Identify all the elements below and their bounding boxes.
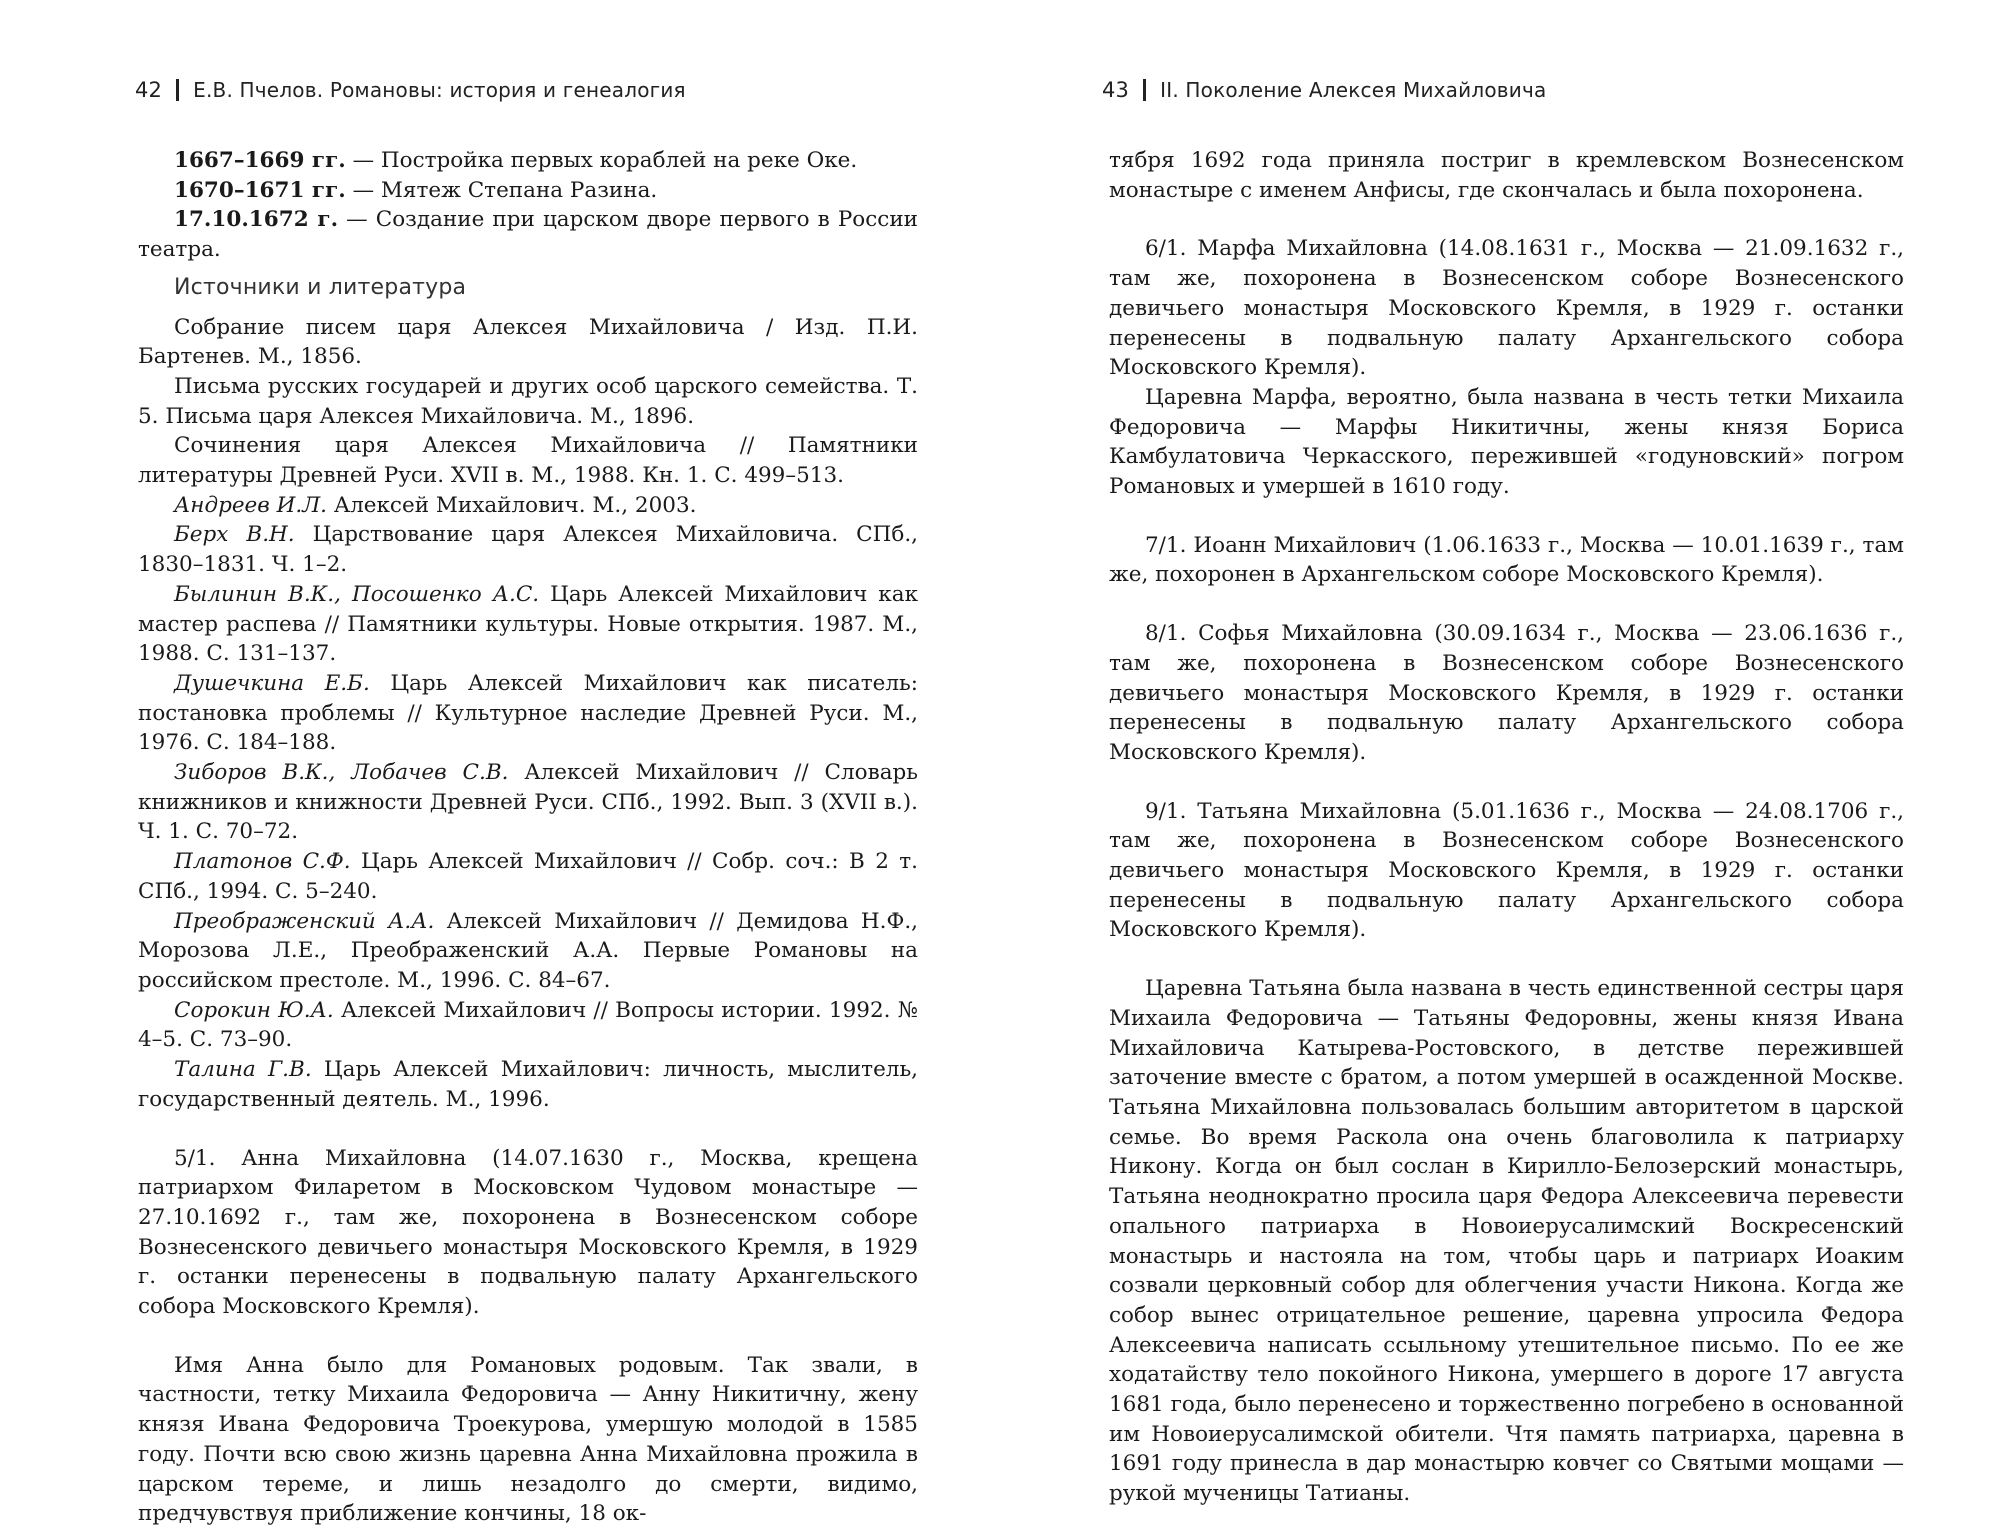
source-item	[138, 520, 918, 579]
source-text: Царствование царя Алексея Михайловича. СПб., 1830–1831. Ч. 1–2.	[138, 522, 918, 578]
spacer	[1109, 502, 1904, 531]
source-item	[138, 313, 918, 372]
source-author: Душечкина Е.Б.	[174, 670, 370, 696]
chronology-text: — Мятеж Степана Разина.	[345, 177, 658, 203]
running-head-right	[1102, 78, 1546, 102]
source-text: Алексей Михайлович // Вопросы истории. 1992. № 4–5. С. 73–90.	[138, 997, 918, 1053]
left-page-body	[138, 146, 918, 1529]
source-item	[138, 907, 918, 996]
chronology-item	[138, 205, 918, 264]
chronology-item	[138, 146, 918, 176]
source-author: Берх В.Н.	[174, 522, 295, 548]
running-head-title-left: Е.В. Пчелов. Романовы: история и генеалогия	[193, 78, 686, 102]
source-item	[138, 669, 918, 758]
spacer	[1109, 590, 1904, 619]
running-head-title-right: II. Поколение Алексея Михайловича	[1160, 78, 1547, 102]
chronology-date: 1670–1671 гг.	[174, 177, 346, 203]
chronology-list	[138, 146, 918, 265]
right-page-body	[1109, 146, 1904, 1509]
spacer	[138, 1322, 918, 1351]
entry-tatiana: 9/1. Татьяна Михайловна (5.01.1636 г., Москва — 24.08.1706 г., там же, похоронена в Вознесенском соборе Вознесенского девичьего монастыря Московского Кремля, в 1929 г. останки перенесены в подвальную палату Архангельского собора Московского Кремля).	[1109, 798, 1904, 943]
source-text: Царь Алексей Михайлович // Собр. соч.: В 2 т. СПб., 1994. С. 5–240.	[138, 849, 918, 904]
source-author: Платонов С.Ф.	[174, 849, 351, 875]
source-text: Царь Алексей Михайлович: личность, мыслитель, государственный деятель. М., 1996.	[138, 1057, 918, 1112]
chronology-date: 1667–1669 гг.	[174, 148, 346, 173]
source-author: Талина Г.В.	[174, 1057, 312, 1083]
source-item	[138, 491, 918, 521]
right-page	[1000, 0, 2000, 1507]
chronology-item	[138, 176, 918, 206]
source-text: Сочинения царя Алексея Михайловича // Памятники литературы Древней Руси. XVII в. М., 1988. Кн. 1. С. 499–513.	[138, 433, 918, 489]
source-text: Письма русских государей и других особ царского семейства. Т. 5. Письма царя Алексея Михайловича. М., 1896.	[138, 373, 918, 429]
spacer	[1109, 205, 1904, 234]
source-author: Сорокин Ю.А.	[174, 997, 334, 1023]
source-text: Царь Алексей Михайлович как писатель: постановка проблемы // Культурное наследие Древней Руси. М., 1976. С. 184–188.	[138, 670, 918, 756]
left-page	[0, 0, 1000, 1527]
entry-anna: 5/1. Анна Михайловна (14.07.1630 г., Москва, крещена патриархом Филаретом в Московском Чудовом монастыре — 27.10.1692 г., там же, похоронена в Вознесенском соборе Вознесенского девичьего монастыря Московского Кремля, в 1929 г. останки перенесены в подвальную палату Архангельского собора Московского Кремля).	[138, 1145, 918, 1320]
source-item	[138, 431, 918, 490]
source-author: Зиборов В.К., Лобачев С.В.	[174, 760, 509, 786]
chronology-date: 17.10.1672 г.	[174, 207, 339, 233]
source-text: Алексей Михайлович. М., 2003.	[327, 492, 697, 518]
sources-list	[138, 313, 918, 1115]
source-author: Андреев И.Л.	[174, 492, 327, 518]
running-head-left	[135, 78, 686, 102]
page-number-left: 42	[135, 78, 163, 102]
sources-heading: Источники и литература	[174, 274, 467, 300]
source-author: Преображенский А.А.	[174, 908, 435, 934]
entry-ioann: 7/1. Иоанн Михайлович (1.06.1633 г., Москва — 10.01.1639 г., там же, похоронен в Архангельском соборе Московского Кремля).	[1109, 532, 1904, 588]
source-item	[138, 580, 918, 669]
spacer	[138, 1115, 918, 1144]
chronology-text: — Постройка первых кораблей на реке Оке.	[345, 148, 858, 173]
anna-paragraph: Имя Анна было для Романовых родовым. Так звали, в частности, тетку Михаила Федоровича — Анну Никитичну, жену князя Ивана Федоровича Троекурова, умершую молодой в 1585 году. Почти всю свою жизнь царевна Анна Михайловна прожила в царском тереме, и лишь незадолго до смерти, видимо, предчувствуя приближение кончины, 18 ок-	[138, 1352, 918, 1527]
chronology-text: — Создание при царском дворе первого в России театра.	[138, 207, 918, 263]
source-item	[138, 996, 918, 1055]
page-number-right: 43	[1102, 78, 1130, 102]
continuation-paragraph: тября 1692 года приняла постриг в кремлевском Вознесенском монастыре с именем Анфисы, где скончалась и была похоронена.	[1109, 148, 1904, 203]
source-text: Алексей Михайлович // Словарь книжников и книжности Древней Руси. СПб., 1992. Вып. 3 (XVII в.). Ч. 1. С. 70–72.	[138, 760, 918, 845]
spacer	[1109, 768, 1904, 797]
source-text: Собрание писем царя Алексея Михайловича / Изд. П.И. Бартенев. М., 1856.	[138, 314, 918, 370]
marfa-paragraph: Царевна Марфа, вероятно, была названа в честь тетки Михаила Федоровича — Марфы Никитичны, жены князя Бориса Камбулатовича Черкасского, пережившей «годуновский» погром Романовых и умершей в 1610 году.	[1109, 384, 1904, 500]
entry-marfa: 6/1. Марфа Михайловна (14.08.1631 г., Москва — 21.09.1632 г., там же, похоронена в Вознесенском соборе Вознесенского девичьего монастыря Московского Кремля, в 1929 г. останки перенесены в подвальную палату Архангельского собора Московского Кремля).	[1109, 236, 1904, 381]
spacer	[1109, 945, 1904, 974]
source-author: Былинин В.К., Посошенко А.С.	[174, 581, 540, 607]
source-item	[138, 1055, 918, 1114]
tatiana-paragraph: Царевна Татьяна была названа в честь единственной сестры царя Михаила Федоровича — Татьяны Федоровны, жены князя Ивана Михайловича Катырева-Ростовского, в детстве пережившей заточение вместе с братом, а потом умершей в осажденной Москве. Татьяна Михайловна пользовалась большим авторитетом в царской семье. Во время Раскола она очень благоволила к патриарху Никону. Когда он был сослан в Кирилло-Белозерский монастырь, Татьяна неоднократно просила царя Федора Алексеевича перевести опального патриарха в Новоиерусалимский Воскресенский монастырь и настояла на том, чтобы царь и патриарх Иоаким созвали церковный собор для облегчения участи Никона. Когда же собор вынес отрицательное решение, царевна упросила Федора Алексеевича написать ссыльному утешительное письмо. По ее же ходатайству тело покойного Никона, умершего в дороге 17 августа 1681 года, было перенесено и торжественно погребено в основанной им Новоиерусалимской обители. Чтя память патриарха, царевна в 1691 году принесла в дар монастырю ковчег со Святыми мощами — рукой мученицы Татианы.	[1109, 976, 1904, 1507]
source-item	[138, 372, 918, 431]
source-item	[138, 847, 918, 906]
entry-sofia: 8/1. Софья Михайловна (30.09.1634 г., Москва — 23.06.1636 г., там же, похоронена в Вознесенском соборе Вознесенского девичьего монастыря Московского Кремля, в 1929 г. останки перенесены в подвальную палату Архангельского собора Московского Кремля).	[1109, 621, 1904, 765]
source-text: Царь Алексей Михайлович как мастер распева // Памятники культуры. Новые открытия. 1987. М., 1988. С. 131–137.	[138, 581, 919, 667]
source-item	[138, 758, 918, 847]
source-text: Алексей Михайлович // Демидова Н.Ф., Морозова Л.Е., Преображенский А.А. Первые Романовы на российском престоле. М., 1996. С. 84–67.	[138, 908, 918, 993]
header-separator	[176, 79, 179, 101]
header-separator	[1143, 79, 1146, 101]
